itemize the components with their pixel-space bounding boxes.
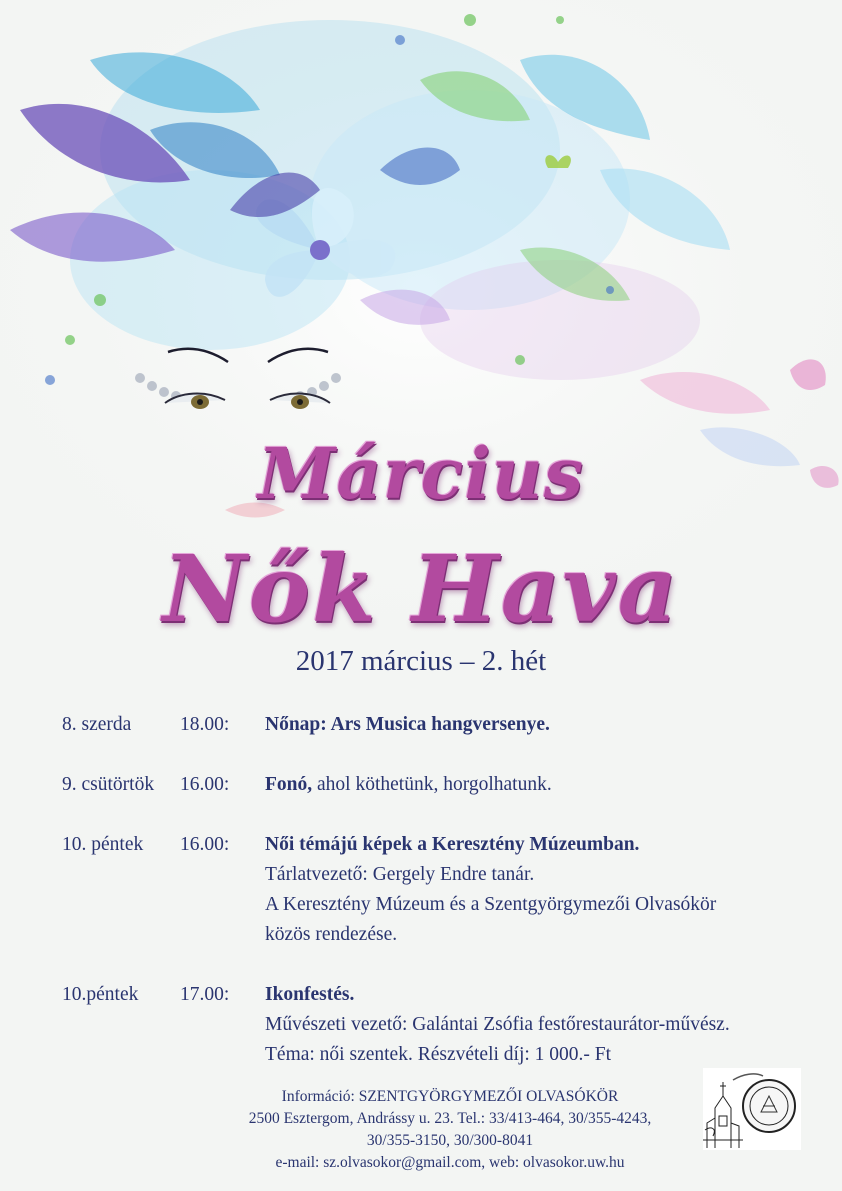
event-text: Művészeti vezető: Galántai Zsófia festőrestaurátor-művész.	[265, 1014, 730, 1035]
event-item	[62, 770, 822, 800]
event-text: közös rendezése.	[265, 924, 398, 945]
event-description	[265, 980, 822, 1070]
event-item	[62, 830, 822, 950]
event-time: 16.00:	[180, 834, 230, 855]
event-line	[265, 920, 822, 950]
event-day: 8. szerda	[62, 714, 132, 735]
footer-line-contact: e-mail: sz.olvasokor@gmail.com, web: olvasokor.uw.hu	[275, 1154, 625, 1171]
event-title: Női témájú képek a Keresztény Múzeumban.	[265, 834, 640, 855]
title-line-2: Nők Hava	[162, 535, 680, 643]
event-text: Téma: női szentek. Részvételi díj: 1 000.- Ft	[265, 1044, 612, 1065]
subtitle: 2017 március – 2. hét	[295, 645, 547, 677]
event-description	[265, 830, 822, 950]
reading-circle-logo	[703, 1068, 801, 1150]
event-line	[265, 830, 822, 860]
event-line	[265, 980, 822, 1010]
contact-info	[195, 1086, 705, 1174]
event-time: 18.00:	[180, 714, 230, 735]
event-title: Nőnap: Ars Musica hangversenye.	[265, 714, 550, 735]
event-title: Ikonfestés.	[265, 984, 355, 1005]
event-time: 17.00:	[180, 984, 230, 1005]
event-item	[62, 710, 822, 740]
event-title: Fonó,	[265, 774, 313, 795]
event-text: Tárlatvezető: Gergely Endre tanár.	[265, 864, 535, 885]
event-line	[265, 890, 822, 920]
event-day: 9. csütörtök	[62, 774, 155, 795]
footer-line-address: 2500 Esztergom, Andrássy u. 23. Tel.: 33/413-464, 30/355-4243,	[248, 1110, 652, 1127]
event-line	[265, 860, 822, 890]
event-description	[265, 770, 822, 800]
event-text: ahol köthetünk, horgolhatunk.	[312, 774, 552, 795]
event-line	[265, 1040, 822, 1070]
event-text: A Keresztény Múzeum és a Szentgyörgymezői Olvasókör	[265, 894, 717, 915]
event-day: 10.péntek	[62, 984, 139, 1005]
event-item	[62, 980, 822, 1070]
event-line	[265, 1010, 822, 1040]
event-time: 16.00:	[180, 774, 230, 795]
event-line	[265, 770, 822, 800]
title-line-1: Március	[257, 432, 585, 515]
event-description	[265, 710, 822, 740]
event-day: 10. péntek	[62, 834, 144, 855]
event-schedule	[62, 710, 822, 1100]
footer-line-phones: 30/355-3150, 30/300-8041	[366, 1132, 534, 1149]
event-line	[265, 710, 822, 740]
footer-line-info: Információ: SZENTGYÖRGYMEZŐI OLVASÓKÖR	[281, 1088, 619, 1105]
